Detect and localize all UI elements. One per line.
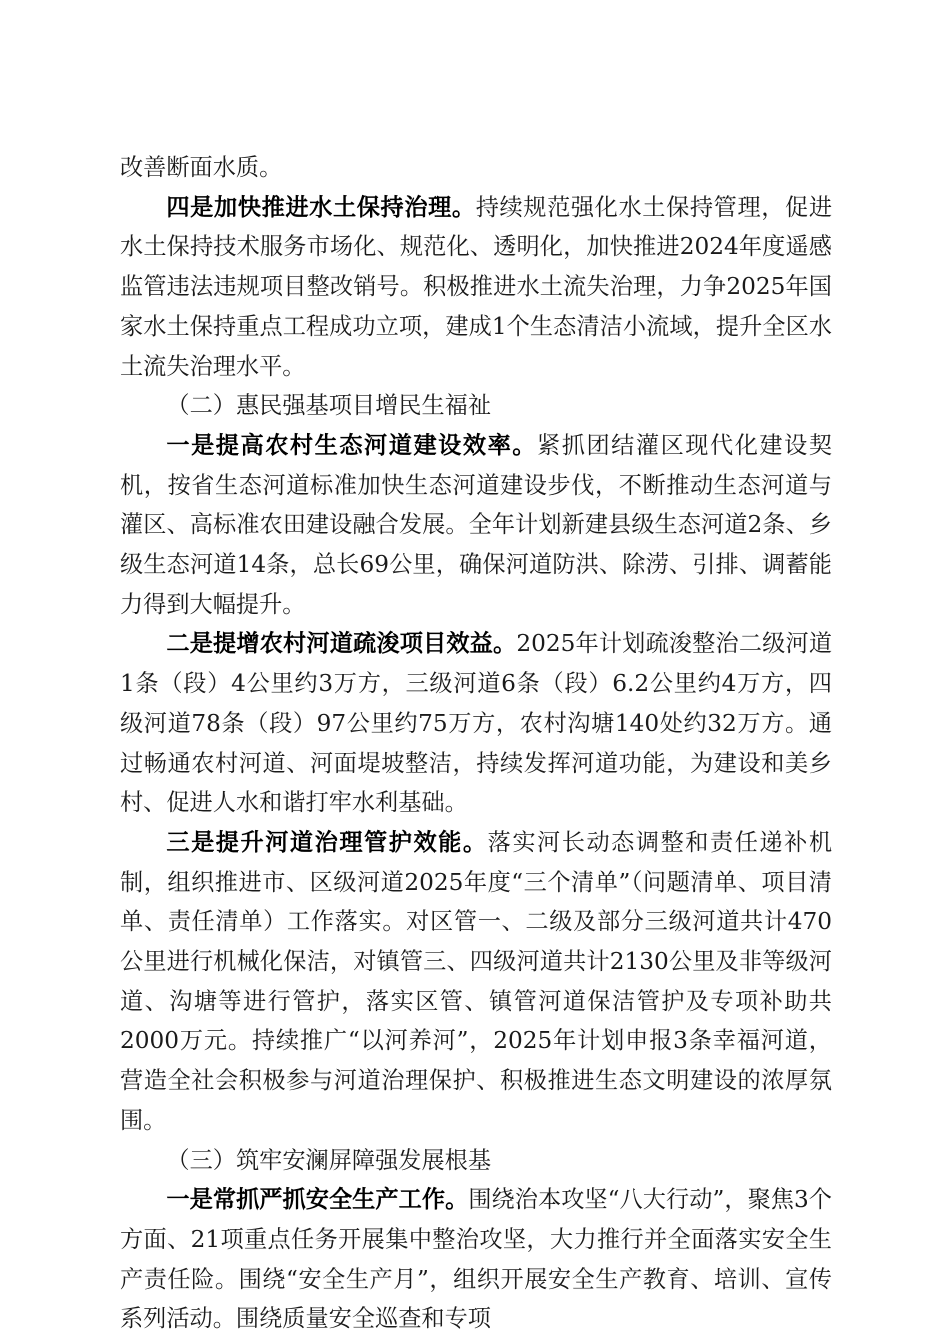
paragraph-text: 2025年计划疏浚整治二级河道1条（段）4公里约3万方，三级河道6条（段）6.2公里约4万方，四级河道78条（段）97公里约75万方，农村沟塘140处约32万方。通过畅通农村河道、河面堤坡整洁，持续发挥河道功能，为建设和美乡村、促进人水和谐打牢水利基础。 — [120, 630, 833, 817]
paragraph-ecological-river — [120, 426, 832, 625]
paragraph-dredging — [120, 624, 832, 823]
paragraph-lead: 一是常抓严抓安全生产工作。 — [166, 1186, 469, 1214]
continuation-paragraph: 改善断面水质。 — [120, 154, 283, 181]
paragraph-soil-conservation — [120, 188, 832, 387]
paragraph-lead: 四是加快推进水土保持治理。 — [166, 193, 476, 221]
paragraph-text: 围绕治本攻坚“八大行动”，聚焦3个方面、21项重点任务开展集中整治攻坚，大力推行并全面落实安全生产责任险。围绕“安全生产月”，组织开展安全生产教育、培训、宣传系列活动。围绕质量安全巡查和专项 — [120, 1186, 832, 1333]
paragraph-text: 持续规范强化水土保持管理，促进水土保持技术服务市场化、规范化、透明化，加快推进2024年度遥感监管违法违规项目整改销号。积极推进水土流失治理，力争2025年国家水土保持重点工程成功立项，建成1个生态清洁小流域，提升全区水土流失治理水平。 — [120, 193, 833, 380]
paragraph-lead: 二是提增农村河道疏浚项目效益。 — [166, 630, 517, 658]
document-body — [120, 148, 832, 1339]
section-heading-3: （三）筑牢安澜屏障强发展根基 — [166, 1146, 492, 1174]
paragraph-lead: 三是提升河道治理管护效能。 — [166, 828, 488, 856]
paragraph-text: 紧抓团结灌区现代化建设契机，按省生态河道标准加快生态河道建设步伐，不断推动生态河道与灌区、高标准农田建设融合发展。全年计划新建县级生态河道2条、乡级生态河道14条，总长69公里，确保河道防洪、除涝、引排、调蓄能力得到大幅提升。 — [120, 431, 833, 618]
section-heading-2: （二）惠民强基项目增民生福祉 — [166, 392, 492, 420]
paragraph-lead: 一是提高农村生态河道建设效率。 — [166, 431, 538, 459]
paragraph-safety-production — [120, 1180, 832, 1339]
paragraph-text: 落实河长动态调整和责任递补机制，组织推进市、区级河道2025年度“三个清单”（问题清单、项目清单、责任清单）工作落实。对区管一、二级及部分三级河道共计470公里进行机械化保洁，对镇管三、四级河道共计2130公里及非等级河道、沟塘等进行管护，落实区管、镇管河道保洁管护及专项补助共2000万元。持续推广“以河养河”，2025年计划申报3条幸福河道，营造全社会积极参与河道治理保护、积极推进生态文明建设的浓厚氛围。 — [120, 828, 833, 1134]
paragraph-river-management — [120, 823, 832, 1141]
